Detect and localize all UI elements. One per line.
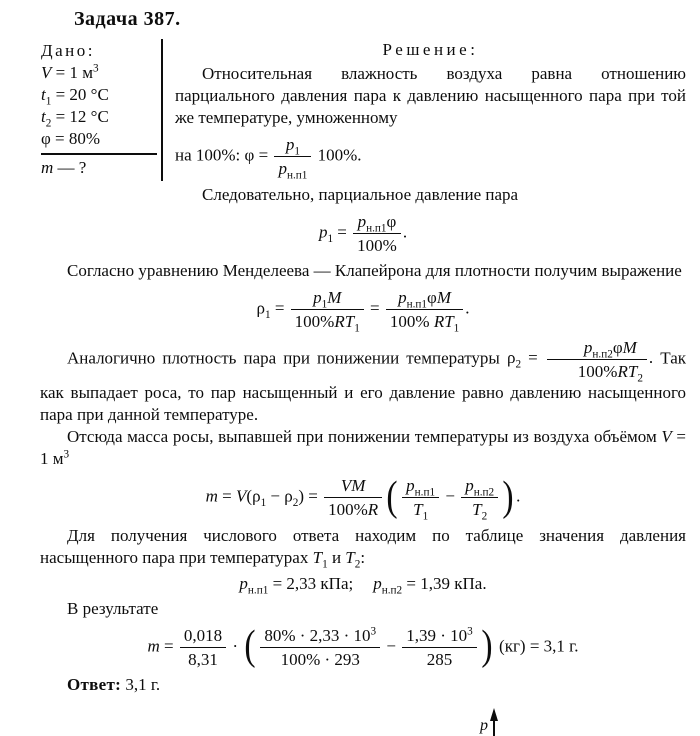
p6-text: Для получения числового ответа находим по таблице значения давления насыщенного пара при температурах	[40, 525, 686, 567]
volume-value: = 1 м	[51, 63, 93, 82]
f5-V: V	[236, 486, 247, 506]
f7-fraction-const	[180, 625, 226, 671]
page-title: Задача 387.	[74, 8, 181, 30]
f7-result: (кг) = 3,1 г.	[494, 636, 579, 656]
f7-num-const: 0,018	[180, 625, 226, 648]
f4-den-sub: 2	[637, 372, 643, 385]
f3-d1-RT: RT	[334, 312, 355, 332]
f6-p2-value: = 1,39 кПа.	[402, 573, 487, 593]
f3-d1-sub: 1	[354, 322, 360, 335]
p4-rest-text: Так как выпадает роса, то пар насыщенный и его давление равно давлению насыщенного пара при данной температуре.	[40, 348, 687, 424]
f3-d2-RT: RT	[433, 312, 454, 332]
f2-denominator: 100%	[357, 235, 397, 255]
p4-lead-text: Аналогично плотность пара при понижении температуры	[67, 348, 500, 368]
f3-n2-M: M	[436, 288, 452, 307]
paragraph-dew-mass	[40, 426, 686, 470]
f3-fraction-2	[386, 287, 463, 333]
f4-period: .	[648, 348, 654, 368]
t1-value: = 20 °C	[51, 85, 109, 104]
p5-volume-exponent: 3	[63, 448, 70, 461]
f7-num-2-exp: 3	[467, 624, 473, 637]
f5-p1-den	[402, 498, 439, 523]
f1-lead: на 100%: φ =	[175, 145, 273, 165]
f5-p2-den	[461, 498, 498, 523]
mass-symbol: m	[41, 158, 54, 177]
f1-numerator	[274, 134, 311, 157]
f5-num-VM: VM	[324, 475, 382, 498]
p5-text: Отсюда масса росы, выпавшей при понижении температуры из воздуха объёмом	[67, 427, 662, 446]
answer-line	[40, 674, 686, 696]
f7-minus: −	[382, 636, 401, 656]
f5-T1: T	[413, 500, 423, 520]
f7-num-1-exp: 3	[370, 624, 377, 637]
f7-fraction-1	[260, 625, 380, 671]
f1-tail: 100%.	[313, 145, 362, 165]
p6-T1-sub: 1	[322, 557, 328, 570]
formula-density-1	[40, 287, 686, 333]
f4-den-RT: RT	[617, 361, 638, 381]
t2-subscript: 2	[45, 117, 52, 130]
f3-d2-percent: 100%	[389, 312, 434, 332]
f4-lhs: ρ	[506, 348, 516, 368]
f1-num-var: p	[285, 135, 295, 154]
f7-dot: ·	[228, 636, 243, 656]
f1-den-var: p	[278, 159, 287, 179]
f2-numerator	[353, 211, 401, 234]
f3-den-2	[386, 310, 463, 335]
f5-big-paren-close: )	[502, 473, 514, 520]
t2-value: = 12 °C	[51, 107, 109, 126]
f4-den-percent: 100%	[577, 361, 618, 381]
f7-big-paren-close: )	[481, 623, 493, 670]
f7-num-2	[402, 625, 477, 648]
f3-d2-sub: 1	[453, 322, 460, 335]
f7-den-2: 285	[426, 649, 453, 669]
t2-symbol: t	[41, 107, 46, 126]
formula-density-2-inline	[506, 337, 654, 385]
f2-num-var: p	[357, 211, 367, 231]
f2-lhs-sub: 1	[327, 232, 334, 245]
f7-num-1-text: 80% · 2,33 · 10	[264, 625, 371, 645]
f5-m: m	[205, 486, 218, 506]
next-figure-fragment	[480, 708, 495, 736]
f3-num-2	[386, 287, 463, 310]
f1-den-sub: н.п1	[286, 169, 308, 182]
formula-relative-humidity	[175, 134, 686, 180]
p5-volume-symbol: V	[661, 427, 672, 446]
f5-p2-num	[461, 475, 498, 498]
f4-denominator	[547, 360, 647, 385]
f3-lhs: ρ	[256, 298, 265, 318]
f5-T1-sub: 1	[422, 510, 429, 523]
f3-lhs-sub: 1	[264, 309, 271, 322]
f5-p1: p	[406, 476, 415, 495]
p6-T1: T	[312, 547, 323, 567]
f5-close-equals: ) =	[298, 486, 323, 506]
f7-equals: =	[159, 636, 178, 656]
f1-denominator	[274, 157, 311, 182]
formula-numeric-result	[40, 625, 686, 671]
f3-n2-sub: н.п1	[406, 298, 428, 311]
f5-den-R: R	[367, 500, 379, 520]
f3-equals: =	[270, 298, 289, 318]
solution-column	[163, 39, 686, 206]
solution-heading: Решение:	[382, 40, 479, 59]
f2-fraction	[353, 211, 401, 257]
f4-equals: =	[521, 348, 545, 368]
top-section	[40, 39, 686, 206]
t1-symbol: t	[41, 85, 46, 104]
formula-partial-pressure	[40, 211, 686, 257]
f6-p2: p	[373, 573, 382, 593]
p5-volume-value: = 1 м	[40, 427, 687, 468]
f5-p1-sub: н.п1	[414, 486, 436, 499]
f5-equals: =	[217, 486, 237, 506]
f3-period: .	[465, 298, 470, 318]
f5-den-percent: 100%	[328, 500, 368, 520]
f4-numerator	[547, 337, 647, 360]
f6-p2-sub: н.п2	[381, 583, 403, 596]
p6-T2: T	[345, 547, 355, 567]
f3-n1-sub: 1	[321, 298, 328, 311]
f4-num-sub: н.п2	[592, 347, 613, 360]
f3-n1-p: p	[313, 288, 322, 307]
f4-fraction	[547, 337, 647, 383]
f7-den-1: 100% · 293	[280, 649, 360, 669]
t1-subscript: 1	[45, 95, 52, 108]
f3-fraction-1	[291, 287, 364, 333]
answer-value: 3,1 г.	[121, 675, 161, 694]
paragraph-mendeleev: Согласно уравнению Менделеева — Клапейрона для плотности получим выражение	[67, 261, 682, 280]
f1-num-sub: 1	[294, 145, 300, 158]
given-box	[40, 39, 163, 181]
f5-big-paren-open: (	[386, 473, 398, 520]
f4-num-p: p	[583, 337, 593, 357]
f3-num-1	[291, 287, 364, 310]
p6-colon: :	[360, 547, 366, 567]
f6-p1-sub: н.п1	[247, 583, 269, 596]
f2-period: .	[402, 222, 408, 242]
pressure-axis-arrow-icon	[493, 711, 495, 736]
f7-m: m	[147, 636, 160, 656]
f5-open-rho1: (ρ	[246, 486, 261, 506]
f5-p1-num	[402, 475, 439, 498]
f3-n2-p: p	[398, 288, 407, 307]
f5-rho1-sub: 1	[260, 497, 267, 510]
f2-lhs: p	[318, 222, 328, 242]
f5-fraction-p1	[402, 475, 439, 521]
f2-num-sub: н.п1	[366, 221, 387, 234]
f5-T2-sub: 2	[481, 510, 488, 523]
f6-p1-value: = 2,33 кПа;	[268, 573, 354, 593]
f5-fraction-p2	[461, 475, 498, 521]
formula-mass	[40, 475, 686, 521]
given-humidity: φ = 80%	[41, 129, 101, 148]
f3-n2-phi: φ	[427, 288, 437, 307]
f4-lhs-sub: 2	[515, 358, 522, 371]
paragraph-result: В результате	[67, 598, 159, 618]
f5-minus: −	[441, 486, 460, 506]
paragraph-hence: Следовательно, парциальное давление пара	[202, 184, 519, 204]
given-temperature-2	[41, 106, 157, 128]
f7-num-2-text: 1,39 · 10	[406, 625, 468, 645]
given-label: Дано:	[41, 41, 95, 60]
f4-num-phi: φ	[612, 337, 623, 357]
given-temperature-1	[41, 84, 157, 106]
f5-T2: T	[472, 500, 482, 520]
f5-den	[324, 498, 382, 520]
pressure-values-line	[40, 574, 686, 594]
f7-num-1	[260, 625, 380, 648]
f1-fraction	[274, 134, 311, 180]
f5-minus-rho2: − ρ	[266, 486, 293, 506]
volume-symbol: V	[41, 63, 52, 82]
f5-fraction-vm	[324, 475, 382, 521]
f3-den-1	[291, 310, 364, 335]
f2-num-phi: φ	[386, 211, 397, 231]
volume-exponent: 3	[93, 62, 99, 75]
f7-big-paren-open: (	[244, 623, 256, 670]
p6-and: и	[327, 547, 346, 567]
given-find	[41, 153, 157, 179]
given-volume	[41, 62, 157, 84]
paragraph-humidity-definition: Относительная влажность воздуха равна отношению парциального давления пара к давлению насыщенного пара при той же температуре, умноженному	[175, 64, 686, 127]
paragraph-table-values	[40, 525, 686, 569]
f7-fraction-2	[402, 625, 477, 671]
f2-equals: =	[333, 222, 352, 242]
f3-n1-M: M	[327, 288, 342, 307]
paragraph-density-2	[40, 337, 686, 427]
f5-rho2-sub: 2	[292, 497, 299, 510]
f5-p2: p	[465, 476, 474, 495]
f3-d1-percent: 100%	[294, 312, 335, 332]
f5-period: .	[516, 486, 521, 506]
f4-num-M: M	[622, 337, 637, 357]
f5-p2-sub: н.п2	[473, 486, 495, 499]
p6-T2-sub: 2	[354, 557, 361, 570]
f7-den-const: 8,31	[188, 649, 218, 669]
f6-p1: p	[239, 573, 248, 593]
f3-equals-2: =	[365, 298, 384, 318]
pressure-axis-label: p	[480, 717, 488, 734]
answer-label: Ответ:	[67, 675, 122, 694]
find-question: — ?	[53, 158, 87, 177]
